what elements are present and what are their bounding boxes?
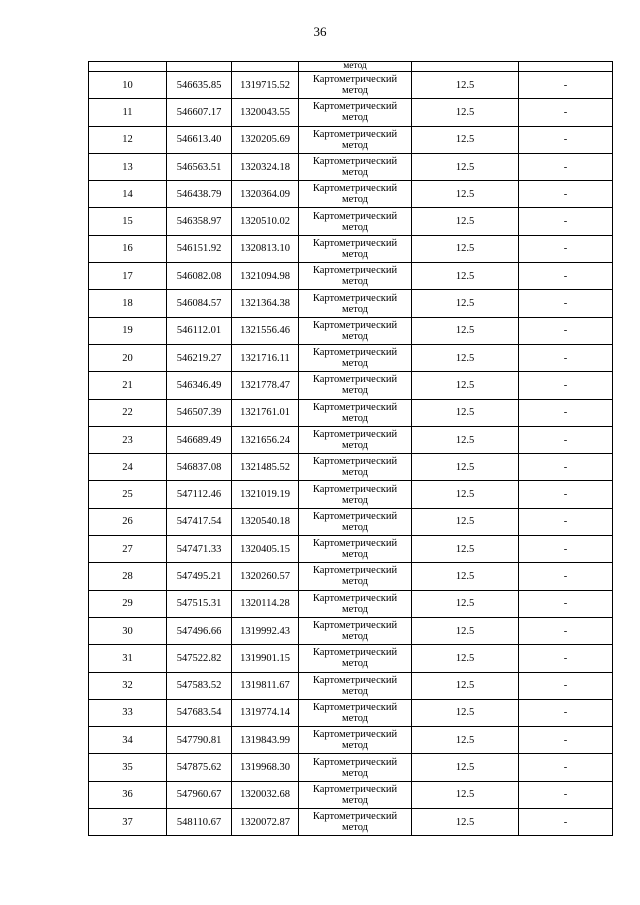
note-cell: - xyxy=(519,809,613,836)
x-coordinate-cell: 546358.97 xyxy=(167,208,232,235)
method-line-2: метод xyxy=(341,631,369,643)
note-cell: - xyxy=(519,699,613,726)
point-number-cell: 21 xyxy=(89,372,167,399)
accuracy-cell: 12.5 xyxy=(412,563,519,590)
y-coordinate-cell: 1320043.55 xyxy=(232,99,299,126)
note-cell: - xyxy=(519,727,613,754)
accuracy-cell: 12.5 xyxy=(412,727,519,754)
y-coordinate-cell: 1320364.09 xyxy=(232,181,299,208)
method-line-1: Картометрический xyxy=(312,538,398,550)
x-coordinate-cell: 546084.57 xyxy=(167,290,232,317)
accuracy-cell: 12.5 xyxy=(412,99,519,126)
method-line-2: метод xyxy=(341,494,369,506)
note-cell: - xyxy=(519,399,613,426)
method-cell xyxy=(299,727,412,754)
method-cell xyxy=(299,126,412,153)
table-row xyxy=(89,263,613,290)
method-line-2: метод xyxy=(341,385,369,397)
point-number-cell: 23 xyxy=(89,426,167,453)
note-cell xyxy=(519,62,613,72)
y-coordinate-cell: 1321364.38 xyxy=(232,290,299,317)
table-row xyxy=(89,153,613,180)
accuracy-cell: 12.5 xyxy=(412,399,519,426)
x-coordinate-cell: 546438.79 xyxy=(167,181,232,208)
table-row xyxy=(89,727,613,754)
point-number-cell: 22 xyxy=(89,399,167,426)
accuracy-cell: 12.5 xyxy=(412,72,519,99)
y-coordinate-cell: 1320324.18 xyxy=(232,153,299,180)
note-cell: - xyxy=(519,263,613,290)
note-cell: - xyxy=(519,72,613,99)
y-coordinate-cell: 1321094.98 xyxy=(232,263,299,290)
accuracy-cell xyxy=(412,62,519,72)
method-line-1: Картометрический xyxy=(312,701,398,713)
table-row xyxy=(89,290,613,317)
table-row xyxy=(89,399,613,426)
x-coordinate-cell: 547495.21 xyxy=(167,563,232,590)
accuracy-cell: 12.5 xyxy=(412,781,519,808)
point-number-cell: 18 xyxy=(89,290,167,317)
table-row xyxy=(89,208,613,235)
note-cell: - xyxy=(519,372,613,399)
table-row xyxy=(89,344,613,371)
y-coordinate-cell: 1319843.99 xyxy=(232,727,299,754)
table-row xyxy=(89,372,613,399)
table-row xyxy=(89,645,613,672)
y-coordinate-cell: 1321778.47 xyxy=(232,372,299,399)
table-row xyxy=(89,754,613,781)
method-line-2: метод xyxy=(341,712,369,724)
y-coordinate-cell: 1321716.11 xyxy=(232,344,299,371)
point-number-cell: 31 xyxy=(89,645,167,672)
accuracy-cell: 12.5 xyxy=(412,208,519,235)
table-row xyxy=(89,99,613,126)
note-cell: - xyxy=(519,563,613,590)
note-cell: - xyxy=(519,536,613,563)
x-coordinate-cell: 546082.08 xyxy=(167,263,232,290)
method-line-1: Картометрический xyxy=(312,210,398,222)
x-coordinate-cell: 547790.81 xyxy=(167,727,232,754)
accuracy-cell: 12.5 xyxy=(412,454,519,481)
method-cell xyxy=(299,263,412,290)
method-line-1: Картометрический xyxy=(312,647,398,659)
note-cell: - xyxy=(519,781,613,808)
note-cell: - xyxy=(519,235,613,262)
point-number-cell: 17 xyxy=(89,263,167,290)
method-cell xyxy=(299,536,412,563)
point-number-cell xyxy=(89,62,167,72)
x-coordinate-cell: 546219.27 xyxy=(167,344,232,371)
method-cell xyxy=(299,72,412,99)
method-line-1: Картометрический xyxy=(312,265,398,277)
point-number-cell: 26 xyxy=(89,508,167,535)
method-line-2: метод xyxy=(341,221,369,233)
y-coordinate-cell: 1320405.15 xyxy=(232,536,299,563)
method-line-1: Картометрический xyxy=(312,374,398,386)
table-row xyxy=(89,809,613,836)
table-row xyxy=(89,563,613,590)
method-cell xyxy=(299,481,412,508)
coordinates-table-body xyxy=(89,62,613,836)
x-coordinate-cell: 547875.62 xyxy=(167,754,232,781)
point-number-cell: 32 xyxy=(89,672,167,699)
accuracy-cell: 12.5 xyxy=(412,126,519,153)
method-line-2: метод xyxy=(341,740,369,752)
x-coordinate-cell: 546563.51 xyxy=(167,153,232,180)
method-cell xyxy=(299,590,412,617)
note-cell: - xyxy=(519,290,613,317)
table-row xyxy=(89,426,613,453)
accuracy-cell: 12.5 xyxy=(412,699,519,726)
method-line-2: метод xyxy=(341,412,369,424)
point-number-cell: 13 xyxy=(89,153,167,180)
method-line-2: метод xyxy=(341,767,369,779)
note-cell: - xyxy=(519,317,613,344)
method-line-2: метод xyxy=(341,549,369,561)
x-coordinate-cell: 546635.85 xyxy=(167,72,232,99)
method-cell xyxy=(299,426,412,453)
x-coordinate-cell: 547112.46 xyxy=(167,481,232,508)
accuracy-cell: 12.5 xyxy=(412,153,519,180)
point-number-cell: 14 xyxy=(89,181,167,208)
point-number-cell: 28 xyxy=(89,563,167,590)
accuracy-cell: 12.5 xyxy=(412,536,519,563)
y-coordinate-cell xyxy=(232,62,299,72)
y-coordinate-cell: 1320032.68 xyxy=(232,781,299,808)
accuracy-cell: 12.5 xyxy=(412,426,519,453)
note-cell: - xyxy=(519,754,613,781)
method-line-2: метод xyxy=(341,440,369,451)
y-coordinate-cell: 1319992.43 xyxy=(232,617,299,644)
y-coordinate-cell: 1320813.10 xyxy=(232,235,299,262)
method-line-1: Картометрический xyxy=(312,292,398,304)
y-coordinate-cell: 1320114.28 xyxy=(232,590,299,617)
accuracy-cell: 12.5 xyxy=(412,590,519,617)
note-cell: - xyxy=(519,617,613,644)
accuracy-cell: 12.5 xyxy=(412,263,519,290)
method-line-1: Картометрический xyxy=(312,620,398,632)
y-coordinate-cell: 1321556.46 xyxy=(232,317,299,344)
x-coordinate-cell: 547496.66 xyxy=(167,617,232,644)
method-line-1: Картометрический xyxy=(312,674,398,686)
method-line-1: Картометрический xyxy=(312,483,398,495)
y-coordinate-cell: 1321656.24 xyxy=(232,426,299,453)
x-coordinate-cell: 547683.54 xyxy=(167,699,232,726)
method-line-2: метод xyxy=(341,303,369,315)
x-coordinate-cell: 547960.67 xyxy=(167,781,232,808)
y-coordinate-cell: 1320072.87 xyxy=(232,809,299,836)
accuracy-cell: 12.5 xyxy=(412,645,519,672)
note-cell: - xyxy=(519,426,613,453)
x-coordinate-cell: 547583.52 xyxy=(167,672,232,699)
method-cell xyxy=(299,290,412,317)
method-line-2: метод xyxy=(341,194,369,206)
x-coordinate-cell xyxy=(167,62,232,72)
table-row xyxy=(89,508,613,535)
table-row xyxy=(89,481,613,508)
method-cell xyxy=(299,181,412,208)
method-line-1: Картометрический xyxy=(312,183,398,195)
method-line-1: Картометрический xyxy=(312,347,398,359)
method-cell xyxy=(299,809,412,836)
point-number-cell: 30 xyxy=(89,617,167,644)
method-line-2: метод xyxy=(341,576,369,588)
y-coordinate-cell: 1319968.30 xyxy=(232,754,299,781)
table-row xyxy=(89,72,613,99)
method-cell xyxy=(299,781,412,808)
x-coordinate-cell: 546689.49 xyxy=(167,426,232,453)
point-number-cell: 35 xyxy=(89,754,167,781)
method-cell xyxy=(299,645,412,672)
accuracy-cell: 12.5 xyxy=(412,508,519,535)
x-coordinate-cell: 546607.17 xyxy=(167,99,232,126)
note-cell: - xyxy=(519,508,613,535)
point-number-cell: 12 xyxy=(89,126,167,153)
method-cell xyxy=(299,317,412,344)
note-cell: - xyxy=(519,99,613,126)
table-row xyxy=(89,781,613,808)
point-number-cell: 25 xyxy=(89,481,167,508)
method-cell xyxy=(299,399,412,426)
y-coordinate-cell: 1320510.02 xyxy=(232,208,299,235)
method-cell xyxy=(299,754,412,781)
x-coordinate-cell: 547417.54 xyxy=(167,508,232,535)
page-number: 36 xyxy=(313,24,327,39)
accuracy-cell: 12.5 xyxy=(412,235,519,262)
note-cell: - xyxy=(519,344,613,371)
method-line-2: метод xyxy=(341,467,369,479)
point-number-cell: 11 xyxy=(89,99,167,126)
method-cell xyxy=(299,208,412,235)
note-cell: - xyxy=(519,590,613,617)
note-cell: - xyxy=(519,153,613,180)
note-cell: - xyxy=(519,454,613,481)
method-line-1: Картометрический xyxy=(312,811,398,823)
method-cell xyxy=(299,617,412,644)
method-line-1: Картометрический xyxy=(312,319,398,331)
continued-row xyxy=(89,62,613,72)
method-cell xyxy=(299,99,412,126)
x-coordinate-cell: 547471.33 xyxy=(167,536,232,563)
note-cell: - xyxy=(519,481,613,508)
method-line-2: метод xyxy=(341,139,369,151)
x-coordinate-cell: 546507.39 xyxy=(167,399,232,426)
method-line-1: Картометрический xyxy=(312,592,398,604)
accuracy-cell: 12.5 xyxy=(412,290,519,317)
table-row xyxy=(89,536,613,563)
method-line-1: Картометрический xyxy=(312,729,398,741)
point-number-cell: 16 xyxy=(89,235,167,262)
method-line-2: метод xyxy=(341,822,369,834)
method-line-1: Картометрический xyxy=(312,756,398,768)
note-cell: - xyxy=(519,645,613,672)
method-line-2: метод xyxy=(341,794,369,806)
method-cell: метод xyxy=(299,62,412,72)
table-row xyxy=(89,699,613,726)
method-line-2: метод xyxy=(341,112,369,124)
method-line-2: метод xyxy=(341,330,369,342)
accuracy-cell: 12.5 xyxy=(412,672,519,699)
accuracy-cell: 12.5 xyxy=(412,181,519,208)
method-cell xyxy=(299,344,412,371)
table-row xyxy=(89,672,613,699)
x-coordinate-cell: 546837.08 xyxy=(167,454,232,481)
method-line-1: Картометрический xyxy=(312,101,398,113)
y-coordinate-cell: 1321485.52 xyxy=(232,454,299,481)
method-cell xyxy=(299,372,412,399)
accuracy-cell: 12.5 xyxy=(412,481,519,508)
point-number-cell: 19 xyxy=(89,317,167,344)
accuracy-cell: 12.5 xyxy=(412,809,519,836)
table-row xyxy=(89,617,613,644)
method-line-1: Картометрический xyxy=(312,429,398,440)
method-line-1: Картометрический xyxy=(312,74,398,86)
x-coordinate-cell: 546346.49 xyxy=(167,372,232,399)
point-number-cell: 27 xyxy=(89,536,167,563)
note-cell: - xyxy=(519,126,613,153)
point-number-cell: 33 xyxy=(89,699,167,726)
table-row xyxy=(89,590,613,617)
method-cell xyxy=(299,235,412,262)
table-row xyxy=(89,317,613,344)
x-coordinate-cell: 547522.82 xyxy=(167,645,232,672)
method-cell xyxy=(299,153,412,180)
point-number-cell: 10 xyxy=(89,72,167,99)
method-line-1: Картометрический xyxy=(312,128,398,140)
point-number-cell: 29 xyxy=(89,590,167,617)
method-line-1: Картометрический xyxy=(312,456,398,468)
method-line-2: метод xyxy=(341,521,369,533)
accuracy-cell: 12.5 xyxy=(412,372,519,399)
method-cell xyxy=(299,454,412,481)
point-number-cell: 20 xyxy=(89,344,167,371)
x-coordinate-cell: 546151.92 xyxy=(167,235,232,262)
x-coordinate-cell: 547515.31 xyxy=(167,590,232,617)
accuracy-cell: 12.5 xyxy=(412,754,519,781)
method-line-1: Картометрический xyxy=(312,565,398,577)
method-line-2: метод xyxy=(341,658,369,670)
method-cell xyxy=(299,699,412,726)
point-number-cell: 36 xyxy=(89,781,167,808)
table-row xyxy=(89,235,613,262)
method-line-2: метод xyxy=(341,248,369,260)
point-number-cell: 34 xyxy=(89,727,167,754)
method-line-2: метод xyxy=(341,603,369,615)
accuracy-cell: 12.5 xyxy=(412,317,519,344)
point-number-cell: 37 xyxy=(89,809,167,836)
point-number-cell: 24 xyxy=(89,454,167,481)
y-coordinate-cell: 1321761.01 xyxy=(232,399,299,426)
note-cell: - xyxy=(519,181,613,208)
method-line-1: Картометрический xyxy=(312,783,398,795)
accuracy-cell: 12.5 xyxy=(412,344,519,371)
method-line-2: метод xyxy=(341,685,369,697)
method-line-2: метод xyxy=(341,276,369,288)
table-row xyxy=(89,126,613,153)
y-coordinate-cell: 1320205.69 xyxy=(232,126,299,153)
method-line-2: метод xyxy=(341,358,369,370)
x-coordinate-cell: 548110.67 xyxy=(167,809,232,836)
y-coordinate-cell: 1321019.19 xyxy=(232,481,299,508)
method-line-1: Картометрический xyxy=(312,510,398,522)
note-cell: - xyxy=(519,208,613,235)
point-number-cell: 15 xyxy=(89,208,167,235)
y-coordinate-cell: 1319811.67 xyxy=(232,672,299,699)
method-line-1: Картометрический xyxy=(312,237,398,249)
table-row xyxy=(89,181,613,208)
table-row xyxy=(89,454,613,481)
method-cell xyxy=(299,563,412,590)
x-coordinate-cell: 546613.40 xyxy=(167,126,232,153)
method-line-1: Картометрический xyxy=(312,156,398,168)
y-coordinate-cell: 1320540.18 xyxy=(232,508,299,535)
y-coordinate-cell: 1319901.15 xyxy=(232,645,299,672)
x-coordinate-cell: 546112.01 xyxy=(167,317,232,344)
accuracy-cell: 12.5 xyxy=(412,617,519,644)
method-line-2: метод xyxy=(341,167,369,179)
y-coordinate-cell: 1319715.52 xyxy=(232,72,299,99)
note-cell: - xyxy=(519,672,613,699)
method-line-1: Картометрический xyxy=(312,401,398,413)
method-cell xyxy=(299,508,412,535)
coordinates-table xyxy=(88,61,613,836)
y-coordinate-cell: 1319774.14 xyxy=(232,699,299,726)
method-cell xyxy=(299,672,412,699)
y-coordinate-cell: 1320260.57 xyxy=(232,563,299,590)
method-line-2: метод xyxy=(341,85,369,97)
